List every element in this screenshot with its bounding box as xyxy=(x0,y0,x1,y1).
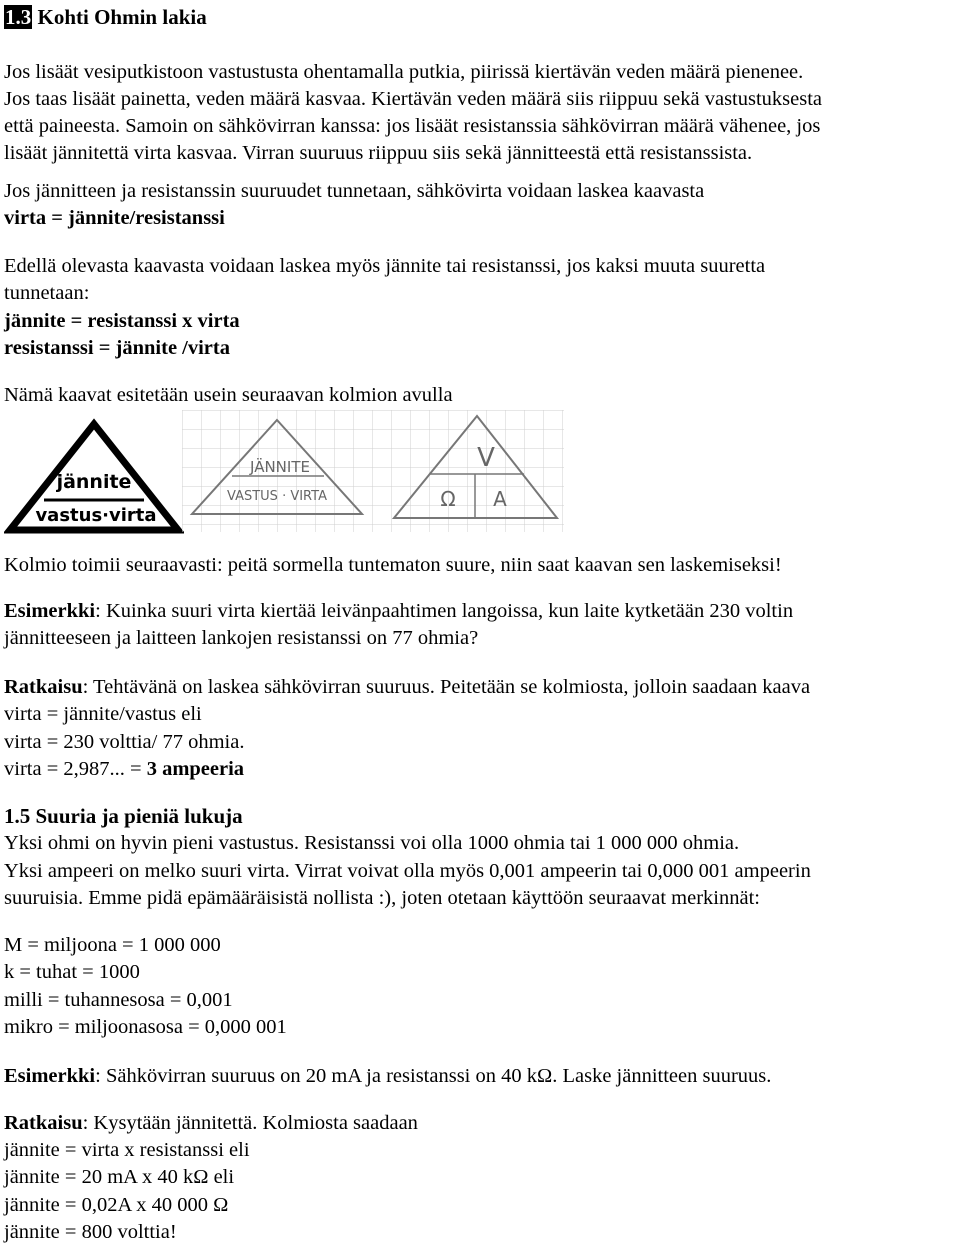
solution-calc: virta = 2,987... = xyxy=(4,758,147,780)
solution1-line3: virta = 230 volttia/ 77 ohmia. xyxy=(4,731,245,753)
solution-label: Ratkaisu xyxy=(4,676,83,698)
formula-resistance: resistanssi = jännite /virta xyxy=(4,337,230,359)
prefix-line: mikro = miljoonasosa = 0,000 001 xyxy=(4,1016,287,1038)
solution-text: : Kysytään jännitettä. Kolmiosta saadaan xyxy=(82,1112,418,1134)
paragraph-line: Nämä kaavat esitetään usein seuraavan kolmion avulla xyxy=(4,384,453,406)
triangle3-bottom-left-label: Ω xyxy=(440,487,456,511)
prefix-line: milli = tuhannesosa = 0,001 xyxy=(4,989,233,1011)
example1-line2: jännitteeseen ja laitteen lankojen resistanssi on 77 ohmia? xyxy=(4,627,479,649)
section-heading-numbers: 1.5 Suuria ja pieniä lukuja xyxy=(4,804,243,828)
triangle3-bottom-right-label: A xyxy=(493,487,507,511)
triangle-top-label: jännite xyxy=(56,471,132,493)
triangle2-top-label: JÄNNITE xyxy=(250,458,310,476)
prefix-line: M = miljoona = 1 000 000 xyxy=(4,934,221,956)
prefix-line: k = tuhat = 1000 xyxy=(4,961,140,983)
solution-answer: 3 ampeeria xyxy=(146,758,245,780)
ohm-triangles-handdrawn xyxy=(182,410,564,532)
paragraph-line: Jos jännitteen ja resistanssin suuruudet tunnetaan, sähkövirta voidaan laskea kaavasta xyxy=(4,180,705,202)
section-title: Kohti Ohmin lakia xyxy=(37,5,207,29)
example2-line xyxy=(4,1063,771,1090)
triangle2-bottom-label: VASTUS · VIRTA xyxy=(227,489,327,504)
paragraph-line: että paineesta. Samoin on sähkövirran kanssa: jos lisäät resistanssia sähkövirran määrä vähenee, jos xyxy=(4,115,821,137)
example-label: Esimerkki xyxy=(4,1065,96,1087)
example-label: Esimerkki xyxy=(4,600,96,622)
solution1-line4 xyxy=(4,756,244,783)
example-text: : Kuinka suuri virta kiertää leivänpaahtimen langoissa, kun laite kytketään 230 voltin xyxy=(95,600,794,622)
paragraph-line: Yksi ampeeri on melko suuri virta. Virrat voivat olla myös 0,001 ampeerin tai 0,000 001 ampeerin xyxy=(4,860,811,882)
solution2-line: jännite = 20 mA x 40 kΩ eli xyxy=(4,1166,235,1188)
paragraph-line: Jos lisäät vesiputkistoon vastustusta ohentamalla putkia, piirissä kiertävän veden määrä pienenee. xyxy=(4,61,804,83)
paragraph-line: Yksi ohmi on hyvin pieni vastustus. Resistanssi voi olla 1000 ohmia tai 1 000 000 ohmia. xyxy=(4,832,740,854)
ohm-triangle-figures xyxy=(4,410,564,532)
paragraph-line: Jos taas lisäät painetta, veden määrä kasvaa. Kiertävän veden määrä siis riippuu sekä vastustuksesta xyxy=(4,88,823,110)
paragraph-line: lisäät jännitettä virta kasvaa. Virran suuruus riippuu siis sekä jännitteestä että resistanssista. xyxy=(4,142,753,164)
section-heading-ohm xyxy=(4,4,207,31)
ohm-triangle-printed xyxy=(4,418,184,534)
solution2-line: jännite = virta x resistanssi eli xyxy=(4,1139,250,1161)
paragraph-line: suuruisia. Emme pidä epämääräisistä nollista :), joten otetaan käyttöön seuraavat merkinnät: xyxy=(4,887,760,909)
formula-voltage: jännite = resistanssi x virta xyxy=(4,310,240,332)
paragraph-line: Edellä olevasta kaavasta voidaan laskea myös jännite tai resistanssi, jos kaksi muuta suuretta xyxy=(4,255,766,277)
example-text: : Sähkövirran suuruus on 20 mA ja resistanssi on 40 kΩ. Laske jännitteen suuruus. xyxy=(95,1065,772,1087)
solution1-line1 xyxy=(4,674,810,701)
section-number: 1.3 xyxy=(5,5,32,29)
solution2-line: jännite = 800 volttia! xyxy=(4,1221,177,1243)
paragraph-line: Kolmio toimii seuraavasti: peitä sormella tuntematon suure, niin saat kaavan sen laskemiseksi! xyxy=(4,554,782,576)
triangle-bottom-label: vastus·virta xyxy=(35,505,157,526)
solution1-line2: virta = jännite/vastus eli xyxy=(4,703,202,725)
triangle3-top-label: V xyxy=(477,443,495,473)
example1-line1 xyxy=(4,598,793,625)
formula-current: virta = jännite/resistanssi xyxy=(4,207,225,229)
solution2-line1 xyxy=(4,1110,418,1137)
solution2-line: jännite = 0,02A x 40 000 Ω xyxy=(4,1194,229,1216)
solution-label: Ratkaisu xyxy=(4,1112,83,1134)
solution-text: : Tehtävänä on laskea sähkövirran suuruus. Peitetään se kolmiosta, jolloin saadaan kaava xyxy=(82,676,811,698)
paragraph-line: tunnetaan: xyxy=(4,282,90,304)
